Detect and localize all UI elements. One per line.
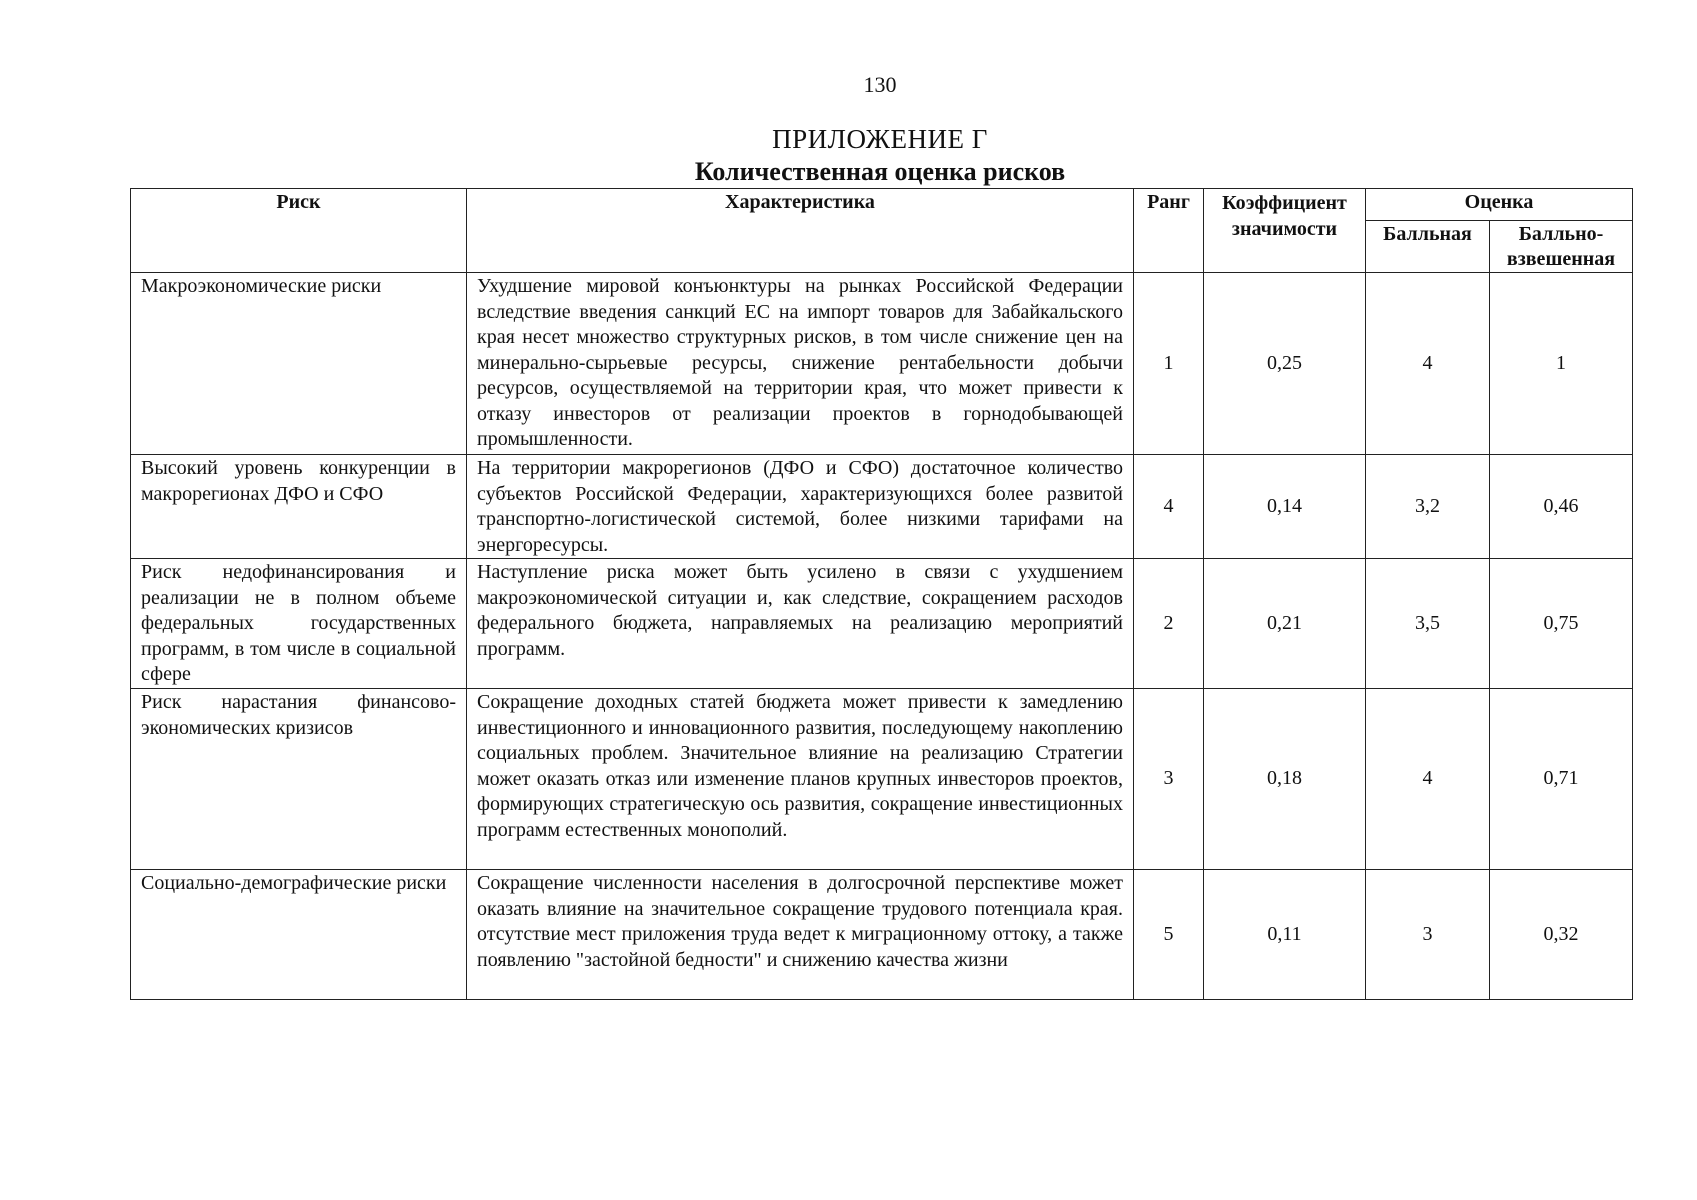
page-number: 130 [863,72,897,97]
characteristic-cell: На территории макрорегионов (ДФО и СФО) достаточное количество субъектов Российской Федерации, характеризующихся более развитой транспортно-логистической системой, более низкими тарифами на энергоресурсы. [467,455,1134,559]
weighted-cell: 0,46 [1490,455,1633,559]
weighted-cell: 0,32 [1490,870,1633,1000]
coefficient-cell: 0,21 [1204,559,1366,689]
points-cell: 3 [1366,870,1490,1000]
coefficient-cell: 0,25 [1204,273,1366,455]
header-characteristic: Характеристика [467,189,1134,273]
table-row [131,455,1633,559]
appendix-title: ПРИЛОЖЕНИЕ Г [772,124,988,154]
header-score-weighted: Балльно-взвешенная [1490,221,1633,273]
table-row [131,273,1633,455]
characteristic-cell: Наступление риска может быть усилено в связи с ухудшением макроэкономической ситуации и, как следствие, сокращением расходов федерального бюджета, направляемых на реализацию мероприятий программ. [467,559,1134,689]
risk-name-cell: Макроэкономические риски [131,273,467,455]
characteristic-cell: Ухудшение мировой конъюнктуры на рынках Российской Федерации вследствие введения санкций ЕС на импорт товаров для Забайкальского края несет множество структурных рисков, в том числе снижение цен на минерально-сырьевые ресурсы, снижение рентабельности добычи ресурсов, осуществляемой на территории края, что может привести к отказу инвесторов от реализации проектов в горнодобывающей промышленности. [467,273,1134,455]
points-cell: 4 [1366,273,1490,455]
characteristic-cell: Сокращение доходных статей бюджета может привести к замедлению инвестиционного и инновационного развития, последующему накоплению социальных проблем. Значительное влияние на реализацию Стратегии может оказать отказ или изменение планов крупных инвесторов проектов, формирующих стратегическую ось развития, сокращение инвестиционных программ естественных монополий. [467,689,1134,870]
table-row [131,689,1633,870]
risk-name-cell: Социально-демографические риски [131,870,467,1000]
points-cell: 3,2 [1366,455,1490,559]
rank-cell: 1 [1134,273,1204,455]
coefficient-cell: 0,14 [1204,455,1366,559]
rank-cell: 5 [1134,870,1204,1000]
header-score-points: Балльная [1366,221,1490,273]
risk-name-cell: Риск нарастания финансово-экономических кризисов [131,689,467,870]
weighted-cell: 1 [1490,273,1633,455]
risk-name-cell: Высокий уровень конкуренции в макрорегионах ДФО и СФО [131,455,467,559]
risk-name-cell: Риск недофинансирования и реализации не в полном объеме федеральных государственных программ, в том числе в социальной сфере [131,559,467,689]
rank-cell: 3 [1134,689,1204,870]
coefficient-cell: 0,11 [1204,870,1366,1000]
risk-assessment-table [130,188,1633,1000]
weighted-cell: 0,75 [1490,559,1633,689]
rank-cell: 4 [1134,455,1204,559]
points-cell: 4 [1366,689,1490,870]
header-risk: Риск [131,189,467,273]
characteristic-cell: Сокращение численности населения в долгосрочной перспективе может оказать влияние на значительное сокращение трудового потенциала края. отсутствие мест приложения труда ведет к миграционному оттоку, а также появлению "застойной бедности" и снижению качества жизни [467,870,1134,1000]
header-score: Оценка [1366,189,1633,221]
header-rank: Ранг [1134,189,1204,273]
table-row [131,870,1633,1000]
document-subtitle: Количественная оценка рисков [694,157,1066,186]
weighted-cell: 0,71 [1490,689,1633,870]
coefficient-cell: 0,18 [1204,689,1366,870]
points-cell: 3,5 [1366,559,1490,689]
header-coefficient: Коэффициент значимости [1204,189,1366,273]
rank-cell: 2 [1134,559,1204,689]
table-row [131,559,1633,689]
